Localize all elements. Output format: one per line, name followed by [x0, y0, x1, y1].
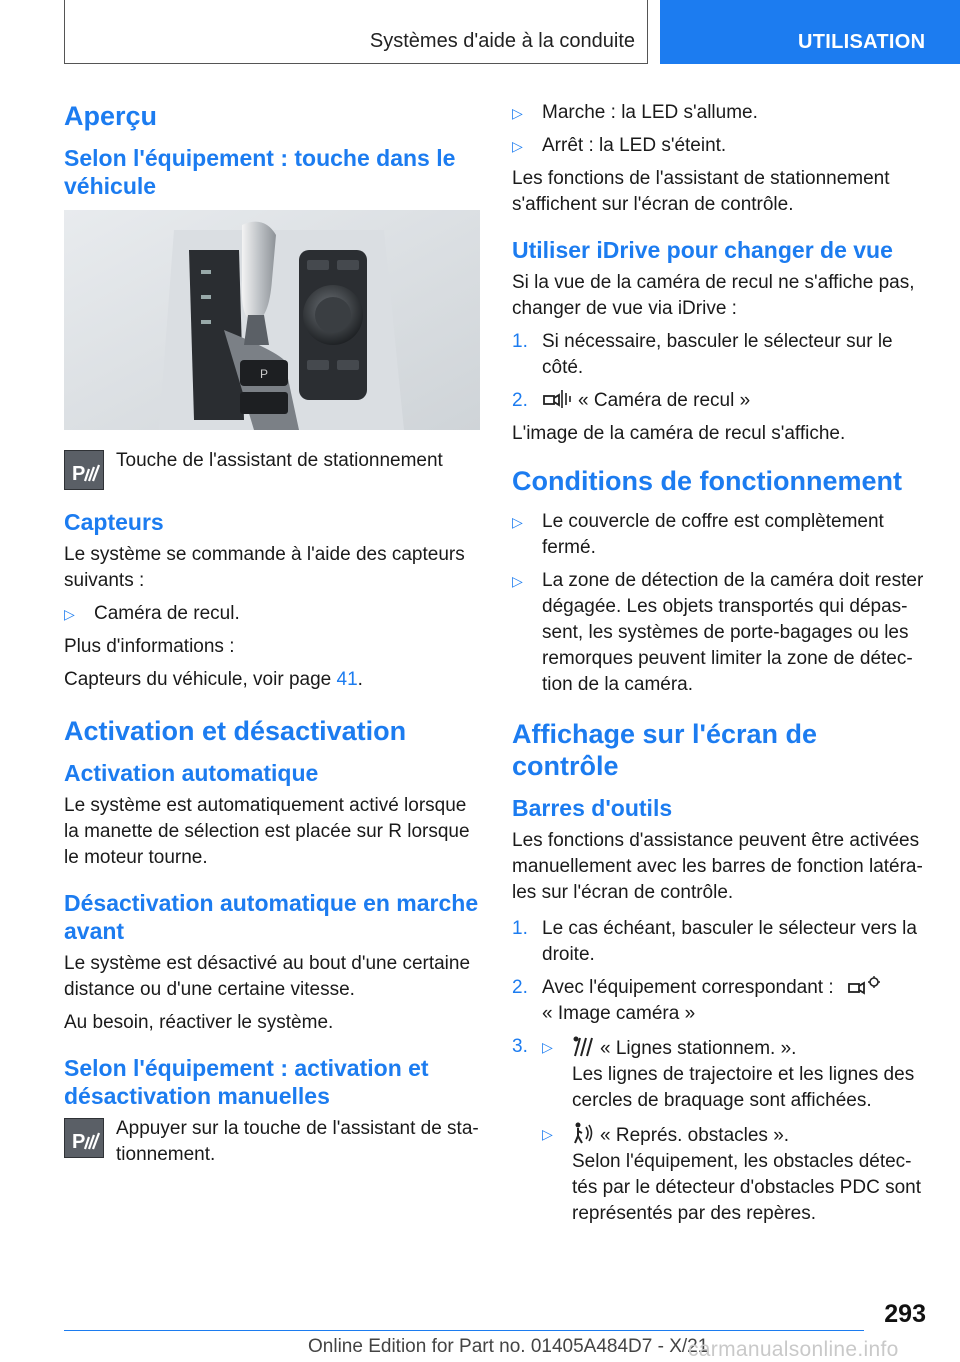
list-item: ▷ « Représ. obstacles ». Selon l'équipement, les obstacles détectés par le détecteur d'obstacles PDC sont représentés par des repères. [542, 1121, 928, 1227]
heading-desact: Désactivation automatique en marche avant [64, 890, 479, 944]
svg-text:P: P [72, 463, 86, 485]
triangle-bullet-icon: ▷ [512, 138, 523, 154]
list-item: 1. Le cas échéant, basculer le sélecteur vers la droite. [512, 918, 917, 965]
idrive-result: L'image de la caméra de recul s'affiche. [512, 423, 846, 444]
page-number: 293 [884, 1300, 926, 1328]
list-item: ▷ Le couvercle de coffre est complètement fermé. [512, 511, 884, 558]
list-item: ▷ « Lignes stationnem. ». Les lignes de trajectoire et les lignes des cercles de braquage sont affichées. [542, 1034, 928, 1114]
heading-manuel: Selon l'équipement : activation et désactivation manuelles [64, 1055, 429, 1109]
parking-lines-icon[interactable] [572, 1034, 594, 1058]
parking-assistant-icon [64, 1118, 104, 1158]
heading-auto: Activation automatique [64, 760, 319, 786]
heading-capteurs: Capteurs [64, 509, 164, 535]
heading-affichage: Affichage sur l'écran de contrôle [512, 719, 818, 781]
list-item: 3. ▷ « Lignes stationnem. ». Les lignes de trajectoire et les lignes des cercles de braquage sont affichées. ▷ « Représ. obstacles ». Selon l'équipement, les obstacles détectés par le détecteur d'obstacles PDC sont représentés par des repères. [512, 1034, 928, 1227]
heading-idrive: Utiliser iDrive pour changer de vue [512, 237, 893, 263]
touche-row [64, 448, 480, 488]
touche-caption: Touche de l'assistant de stationnement [116, 450, 443, 471]
barres-text: Les fonctions d'assistance peuvent être activées manuellement avec les barres de fonction latérales sur l'écran de contrôle. [512, 830, 923, 903]
svg-text:P: P [72, 1131, 86, 1153]
section-title: Systèmes d'aide à la conduite [369, 30, 635, 52]
svg-text:P: P [259, 367, 269, 381]
heading-touche: Selon l'équipement : touche dans le véhicule [64, 145, 456, 199]
led-list [512, 100, 928, 159]
heading-activation: Activation et désactivation [64, 716, 407, 746]
idrive-text: Si la vue de la caméra de recul ne s'affiche pas, changer de vue via iDrive : [512, 272, 915, 319]
triangle-bullet-icon: ▷ [512, 105, 523, 121]
watermark: carmanualsonline.info [688, 1338, 899, 1361]
capteurs-reference: Capteurs du véhicule, voir page 41. [64, 669, 363, 690]
manuel-row [64, 1116, 480, 1168]
footer-divider [64, 1330, 864, 1331]
plus-info-label: Plus d'informations : [64, 636, 235, 657]
heading-conditions: Conditions de fonctionnement [512, 466, 902, 496]
triangle-bullet-icon: ▷ [512, 514, 523, 530]
camera-settings-icon[interactable] [847, 975, 881, 997]
right-column [512, 100, 928, 1234]
list-item: 2. « Caméra de recul » [512, 390, 751, 411]
header-section-box [64, 0, 648, 64]
manuel-text: Appuyer sur la touche de l'assistant de stationnement. [116, 1118, 479, 1165]
auto-text: Le système est automatiquement activé lorsque la manette de sélection est placée sur R lorsque le moteur tourne. [64, 795, 470, 868]
list-item: ▷ Marche : la LED s'allume. [512, 100, 928, 126]
left-column [64, 100, 480, 1188]
barres-steps [512, 916, 928, 1227]
triangle-bullet-icon: ▷ [512, 573, 523, 589]
console-photo [64, 210, 480, 430]
list-item: ▷ Arrêt : la LED s'éteint. [512, 133, 928, 159]
toolbar-options [542, 1034, 928, 1227]
page-link[interactable]: 41 [336, 669, 358, 690]
obstacle-icon[interactable] [572, 1121, 594, 1145]
heading-apercu: Aperçu [64, 101, 158, 131]
conditions-list [512, 509, 928, 698]
list-item: 2. Avec l'équipement correspondant : « Image caméra » [512, 975, 928, 1027]
parking-assistant-icon [64, 450, 104, 490]
idrive-steps [512, 329, 928, 414]
triangle-bullet-icon: ▷ [542, 1039, 553, 1055]
capteurs-text: Le système se commande à l'aide des capteurs suivants : [64, 544, 465, 591]
reactiver-text: Au besoin, réactiver le système. [64, 1012, 334, 1033]
edition-text: Online Edition for Part no. 01405A484D7 - X/21 [308, 1336, 709, 1357]
list-item: 1. Si nécessaire, basculer le sélecteur sur le côté. [512, 331, 893, 378]
rear-camera-icon[interactable] [542, 388, 572, 410]
list-item: ▷ Caméra de recul. [64, 601, 480, 627]
triangle-bullet-icon: ▷ [542, 1126, 553, 1142]
list-item: ▷ La zone de détection de la caméra doit rester dégagée. Les objets transportés qui dépassent, les systèmes de porte-bagages ou les remorques peuvent limiter la zone de détection de la caméra. [512, 570, 924, 695]
triangle-bullet-icon: ▷ [64, 606, 75, 622]
heading-barres: Barres d'outils [512, 795, 673, 821]
led-text: Les fonctions de l'assistant de stationnement s'affichent sur l'écran de contrôle. [512, 168, 890, 215]
desact-text: Le système est désactivé au bout d'une certaine distance ou d'une certaine vitesse. [64, 953, 471, 1000]
capteurs-list [64, 601, 480, 627]
chapter-tab[interactable]: UTILISATION [660, 0, 960, 64]
